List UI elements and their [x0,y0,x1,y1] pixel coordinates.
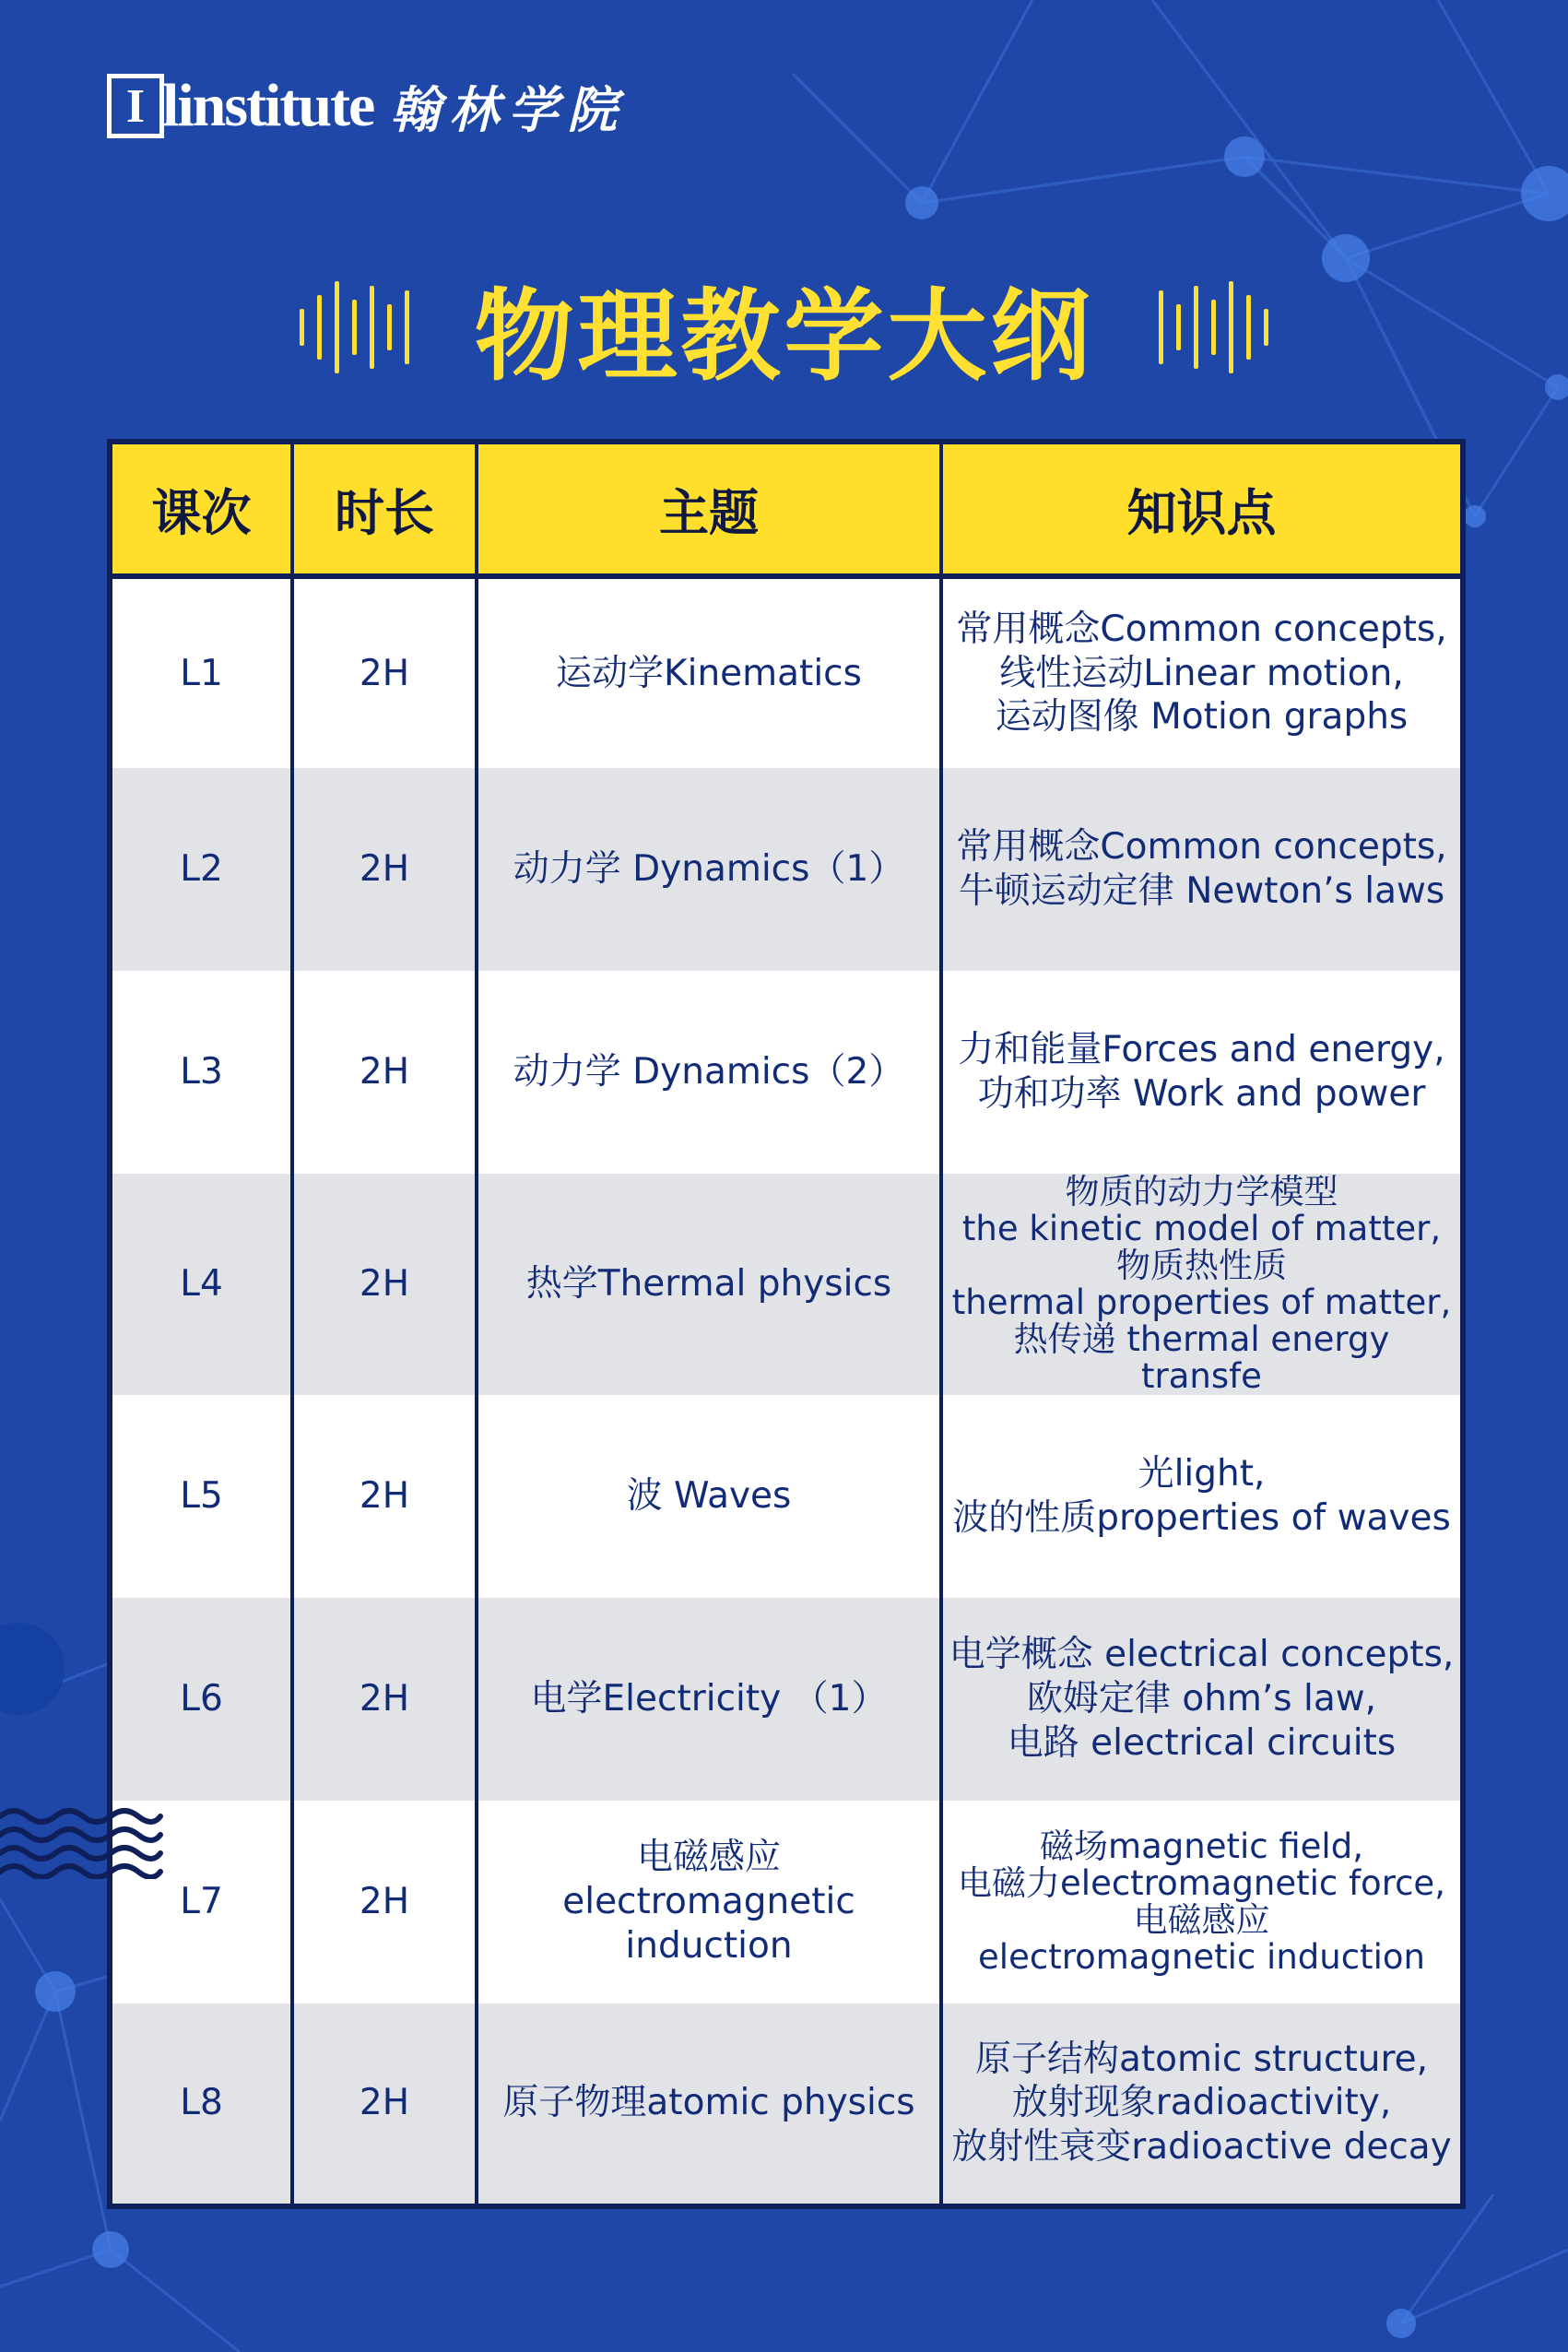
knowledge-points-cell: 物质的动力学模型 the kinetic model of matter, 物质热性质 thermal properties of matter, 热传递 thermal energy transfe [941,1174,1463,1395]
duration-cell: 2H [292,1598,477,1801]
syllabus-table [107,439,1466,2209]
topic-cell: 动力学 Dynamics（1） [477,768,941,971]
soundbar-icon [1159,277,1268,378]
title-bar [0,267,1568,395]
table-row [110,1174,1463,1395]
wave-icon [0,1805,166,1879]
table-row [110,768,1463,971]
soundbar-icon [300,277,409,378]
logo-mark: I [107,74,164,138]
knowledge-points-cell: 常用概念Common concepts, 线性运动Linear motion, 运动图像 Motion graphs [941,576,1463,768]
topic-cell: 电学Electricity （1） [477,1598,941,1801]
table-header-row [110,442,1463,576]
topic-cell: 热学Thermal physics [477,1174,941,1395]
lesson-cell: L8 [110,2003,292,2206]
duration-cell: 2H [292,576,477,768]
knowledge-points-cell: 力和能量Forces and energy, 功和功率 Work and power [941,971,1463,1174]
topic-cell: 电磁感应 electromagnetic induction [477,1801,941,2003]
page-title: 物理教学大纲 [474,278,1094,395]
header-topic: 主题 [477,442,941,576]
lesson-cell: L6 [110,1598,292,1801]
header-duration: 时长 [292,442,477,576]
knowledge-points-cell: 电学概念 electrical concepts, 欧姆定律 ohm’s law, 电路 electrical circuits [941,1598,1463,1801]
table-row [110,1801,1463,2003]
brand-logo [107,68,626,144]
lesson-cell: L2 [110,768,292,971]
duration-cell: 2H [292,1174,477,1395]
lesson-cell: L1 [110,576,292,768]
lesson-cell: L3 [110,971,292,1174]
table-row [110,1598,1463,1801]
duration-cell: 2H [292,1801,477,2003]
duration-cell: 2H [292,2003,477,2206]
lesson-cell: L4 [110,1174,292,1395]
duration-cell: 2H [292,971,477,1174]
topic-cell: 原子物理atomic physics [477,2003,941,2206]
table-row [110,576,1463,768]
duration-cell: 2H [292,768,477,971]
header-lesson: 课次 [110,442,292,576]
table-row [110,971,1463,1174]
header-knowledge-points: 知识点 [941,442,1463,576]
knowledge-points-cell: 原子结构atomic structure, 放射现象radioactivity, 放射性衰变radioactive decay [941,2003,1463,2206]
knowledge-points-cell: 光light, 波的性质properties of waves [941,1395,1463,1598]
topic-cell: 动力学 Dynamics（2） [477,971,941,1174]
knowledge-points-cell: 磁场magnetic field, 电磁力electromagnetic force, 电磁感应 electromagnetic induction [941,1801,1463,2003]
logo-chinese-name: 翰林学院 [390,79,627,139]
duration-cell: 2H [292,1395,477,1598]
logo-wordmark: linstitute [162,72,374,139]
knowledge-points-cell: 常用概念Common concepts, 牛顿运动定律 Newton’s laws [941,768,1463,971]
topic-cell: 运动学Kinematics [477,576,941,768]
table-row [110,2003,1463,2206]
lesson-cell: L7 [110,1801,292,2003]
table-row [110,1395,1463,1598]
topic-cell: 波 Waves [477,1395,941,1598]
lesson-cell: L5 [110,1395,292,1598]
